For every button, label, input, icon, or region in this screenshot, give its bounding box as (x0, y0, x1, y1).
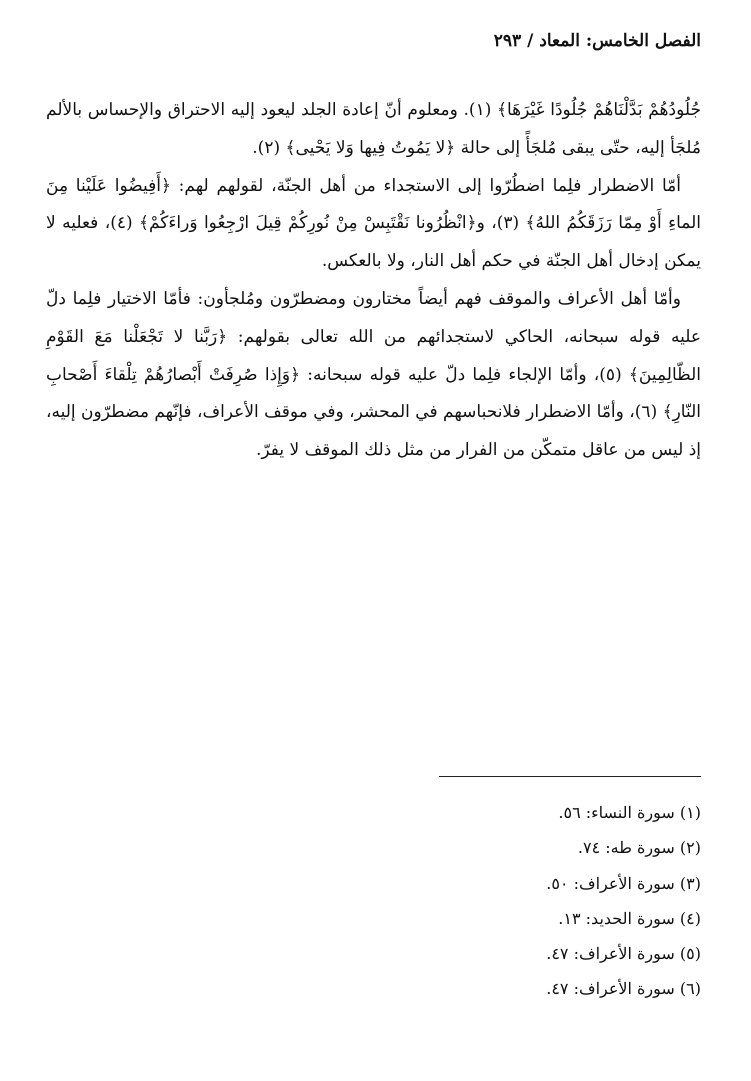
paragraph-3: وأمّا أهل الأعراف والموقف فهم أيضاً مختارون ومضطرّون ومُلجأون: فأمّا الاختيار فلِما دلّ عليه قوله سبحانه، الحاكي لاستجدائهم من الله تعالى بقولهم: ﴿رَبَّنا لا تَجْعَلْنا مَعَ القَوْمِ الظّالِمِينَ﴾ (٥)، وأمّا الإلجاء فلِما دلّ عليه قوله سبحانه: ﴿وَإِذا صُرِفَتْ أَبْصارُهُمْ تِلْقاءَ أَصْحابِ النّارِ﴾ (٦)، وأمّا الاضطرار فلانحباسهم في المحشر، وفي موقف الأعراف، فإنّهم مضطرّون إليه، إذ ليس من عاقل متمكّن من الفرار من مثل ذلك الموقف لا يفرّ. (46, 288, 702, 461)
paragraph-2: أمّا الاضطرار فلِما اضطُرّوا إلى الاستجداء من أهل الجنّة، لقولهم لهم: ﴿أَفِيضُوا عَلَيْنا مِنَ الماءِ أَوْ مِمّا رَزَقَكُمُ اللهُ﴾ (٣)، و﴿انْظُرُونا نَقْتَبِسْ مِنْ نُورِكُمْ قِيلَ ارْجِعُوا وَراءَكُمْ﴾ (٤)، فعليه لا يمكن إدخال أهل الجنّة في حكم أهل النار، ولا بالعكس. (46, 175, 701, 272)
footnote-2: (٢) سورة طه: ٧٤. (577, 838, 701, 858)
page-header: الفصل الخامس: المعاد / ٢٩٣ (493, 31, 701, 51)
footnote-6: (٦) سورة الأعراف: ٤٧. (546, 979, 701, 999)
footnote-1: (١) سورة النساء: ٥٦. (558, 803, 701, 822)
footnote-4: (٤) سورة الحديد: ١٣. (558, 908, 701, 928)
footnote-divider (439, 776, 701, 777)
footnotes (41, 795, 701, 1007)
paragraph-1: جُلُودُهُمْ بَدَّلْنَاهُمْ جُلُودًا غَيْرَهَا﴾ (١). ومعلوم أنّ إعادة الجلد ليعود إليه الاحتراق والإحساس بالألم مُلجَأ إليه، حتّى يبقى مُلجَأً إلى حالة ﴿لا يَمُوتُ فِيها وَلا يَحْيى﴾ (٢). (46, 100, 702, 158)
footnote-3: (٣) سورة الأعراف: ٥٠. (546, 873, 701, 893)
footnote-5: (٥) سورة الأعراف: ٤٧. (546, 944, 701, 964)
body-text (46, 92, 701, 470)
